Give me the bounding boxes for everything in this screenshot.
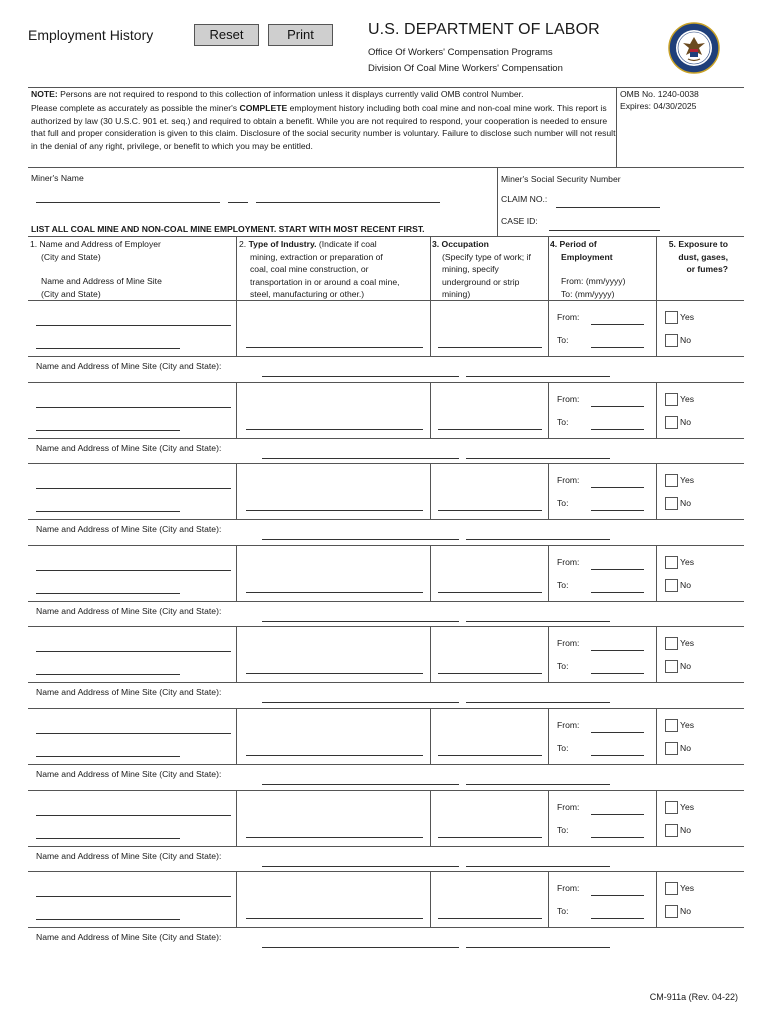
employer-address-field[interactable]	[36, 348, 180, 349]
exposure-yes-label: Yes	[680, 393, 695, 404]
exposure-yes-checkbox[interactable]	[665, 637, 678, 650]
exposure-no-label: No	[680, 661, 691, 672]
mine-site-name-field[interactable]	[262, 947, 459, 948]
column-mine-site-title: Name and Address of Mine Site	[41, 276, 162, 287]
column-divider	[548, 463, 549, 519]
mine-site-address-field[interactable]	[466, 866, 610, 867]
to-label: To:	[557, 824, 569, 835]
column-period-title: 4. Period of	[550, 239, 597, 249]
column-industry-text3: coal, coal mine construction, or	[250, 264, 369, 275]
exposure-yes-checkbox[interactable]	[665, 719, 678, 732]
column-occupation-text4: mining)	[442, 289, 471, 300]
employer-address-field[interactable]	[36, 593, 180, 594]
omb-info	[620, 88, 699, 112]
to-date-field[interactable]	[591, 837, 644, 838]
column-divider	[430, 871, 431, 927]
column-divider	[236, 545, 237, 601]
exposure-yes-checkbox[interactable]	[665, 882, 678, 895]
column-occupation-title: 3. Occupation	[432, 239, 489, 249]
mine-site-address-field[interactable]	[466, 784, 610, 785]
column-divider	[548, 708, 549, 764]
column-period-title2: Employment	[561, 251, 613, 262]
employer-name-field[interactable]	[36, 651, 231, 652]
row-bottom-border	[28, 871, 744, 872]
column-industry	[239, 238, 400, 301]
from-label: From:	[557, 883, 580, 894]
from-date-field[interactable]	[591, 569, 644, 570]
agency-name: U.S. DEPARTMENT OF LABOR	[368, 21, 600, 38]
column-divider	[236, 790, 237, 846]
row-divider	[28, 927, 744, 928]
column-period	[550, 238, 625, 300]
column-divider	[656, 463, 657, 519]
column-divider	[236, 300, 237, 356]
to-date-field[interactable]	[591, 918, 644, 919]
column-divider	[430, 382, 431, 438]
mine-site-address-field[interactable]	[466, 376, 610, 377]
office-name: Office Of Workers' Compensation Programs	[368, 47, 553, 58]
column-divider	[656, 545, 657, 601]
miner-name-label: Miner's Name	[31, 173, 84, 183]
column-industry-text1: (Indicate if coal	[318, 239, 377, 249]
exposure-no-checkbox[interactable]	[665, 416, 678, 429]
employer-address-field[interactable]	[36, 511, 180, 512]
column-divider	[236, 626, 237, 682]
exposure-yes-checkbox[interactable]	[665, 393, 678, 406]
row-bottom-border	[28, 545, 744, 546]
industry-field[interactable]	[246, 755, 423, 756]
column-exposure	[658, 238, 728, 276]
row-divider	[28, 519, 744, 520]
exposure-yes-label: Yes	[680, 475, 695, 486]
row-bottom-border	[28, 626, 744, 627]
employer-name-field[interactable]	[36, 815, 231, 816]
mine-site-address-field[interactable]	[466, 621, 610, 622]
exposure-yes-checkbox[interactable]	[665, 311, 678, 324]
from-date-field[interactable]	[591, 487, 644, 488]
note-text: Persons are not required to respond to this collection of information unless it displays currently valid OMB control Number.	[60, 89, 524, 99]
to-date-field[interactable]	[591, 510, 644, 511]
row-divider	[28, 846, 744, 847]
column-occupation-text3: underground or strip	[442, 276, 520, 287]
column-divider	[656, 382, 657, 438]
notice-body-prefix: Please complete as accurately as possible the miner's	[31, 103, 238, 114]
column-divider	[548, 626, 549, 682]
employer-name-field[interactable]	[36, 488, 231, 489]
column-period-from: From: (mm/yyyy)	[561, 276, 626, 287]
employer-address-field[interactable]	[36, 838, 180, 839]
column-occupation	[432, 238, 531, 301]
row-bottom-border	[28, 463, 744, 464]
exposure-no-checkbox[interactable]	[665, 742, 678, 755]
industry-field[interactable]	[246, 510, 423, 511]
occupation-field[interactable]	[438, 429, 542, 430]
mine-site-label: Name and Address of Mine Site (City and State):	[36, 769, 222, 779]
column-divider	[236, 463, 237, 519]
row-bottom-border	[28, 790, 744, 791]
industry-field[interactable]	[246, 837, 423, 838]
from-date-field[interactable]	[591, 650, 644, 651]
miner-name-last-field[interactable]	[256, 202, 440, 203]
industry-field[interactable]	[246, 673, 423, 674]
row-divider	[28, 601, 744, 602]
claim-number-field[interactable]	[556, 207, 660, 208]
exposure-yes-label: Yes	[680, 312, 695, 322]
exposure-no-checkbox[interactable]	[665, 660, 678, 673]
industry-field[interactable]	[246, 429, 423, 430]
to-date-field[interactable]	[591, 673, 644, 674]
mine-site-address-field[interactable]	[466, 947, 610, 948]
employer-address-field[interactable]	[36, 756, 180, 757]
print-button[interactable]: Print	[268, 24, 333, 46]
exposure-yes-label: Yes	[680, 720, 695, 730]
exposure-no-checkbox[interactable]	[665, 497, 678, 510]
row-bottom-border	[28, 708, 744, 709]
from-date-field[interactable]	[591, 406, 644, 407]
reset-button[interactable]: Reset	[194, 24, 259, 46]
column-divider	[236, 382, 237, 438]
omb-expires: Expires: 04/30/2025	[620, 101, 697, 111]
exposure-no-checkbox[interactable]	[665, 579, 678, 592]
column-industry-text4: transportation in or around a coal mine,	[250, 276, 400, 287]
occupation-field[interactable]	[438, 837, 542, 838]
form-number: CM-911a (Rev. 04-22)	[649, 992, 738, 1002]
column-industry-title: Type of Industry.	[248, 239, 317, 249]
occupation-field[interactable]	[438, 673, 542, 674]
division-name: Division Of Coal Mine Workers' Compensation	[368, 63, 563, 74]
column-employer	[30, 238, 162, 300]
occupation-field[interactable]	[438, 918, 542, 919]
from-label: From:	[557, 801, 580, 812]
mine-site-label: Name and Address of Mine Site (City and State):	[36, 442, 222, 453]
column-period-to: To: (mm/yyyy)	[561, 288, 615, 299]
column-divider	[548, 790, 549, 846]
from-date-field[interactable]	[591, 732, 644, 733]
mine-site-name-field[interactable]	[262, 458, 459, 459]
column-divider	[656, 790, 657, 846]
mine-site-name-field[interactable]	[262, 866, 459, 867]
to-label: To:	[557, 579, 569, 590]
industry-field[interactable]	[246, 347, 423, 348]
to-label: To:	[557, 335, 569, 345]
mine-site-name-field[interactable]	[262, 376, 459, 377]
from-label: From:	[557, 475, 580, 486]
to-label: To:	[557, 416, 569, 427]
from-date-field[interactable]	[591, 895, 644, 896]
miner-name-first-field[interactable]	[36, 202, 220, 203]
column-mine-site-sub: (City and State)	[41, 288, 101, 299]
from-date-field[interactable]	[591, 324, 644, 325]
row-divider	[28, 356, 744, 357]
mine-site-label: Name and Address of Mine Site (City and State):	[36, 687, 222, 698]
exposure-no-label: No	[680, 906, 691, 917]
column-divider	[236, 708, 237, 764]
employer-name-field[interactable]	[36, 896, 231, 897]
exposure-yes-checkbox[interactable]	[665, 556, 678, 569]
mine-site-name-field[interactable]	[262, 621, 459, 622]
column-divider	[430, 545, 431, 601]
mine-site-label: Name and Address of Mine Site (City and State):	[36, 850, 222, 861]
column-divider	[656, 300, 657, 356]
exposure-yes-label: Yes	[680, 556, 695, 567]
mine-site-label: Name and Address of Mine Site (City and State):	[36, 605, 222, 616]
column-divider	[548, 871, 549, 927]
to-label: To:	[557, 906, 569, 917]
to-label: To:	[557, 498, 569, 509]
exposure-no-label: No	[680, 416, 691, 427]
row-bottom-border	[28, 382, 744, 383]
occupation-field[interactable]	[438, 755, 542, 756]
mine-site-label: Name and Address of Mine Site (City and State):	[36, 932, 222, 943]
occupation-field[interactable]	[438, 510, 542, 511]
column-divider	[548, 382, 549, 438]
to-label: To:	[557, 743, 569, 753]
column-divider	[656, 708, 657, 764]
from-label: From:	[557, 720, 580, 730]
exposure-yes-label: Yes	[680, 638, 695, 649]
exposure-no-label: No	[680, 743, 691, 753]
dol-seal-icon	[668, 22, 720, 74]
employer-address-field[interactable]	[36, 430, 180, 431]
exposure-no-checkbox[interactable]	[665, 334, 678, 347]
to-date-field[interactable]	[591, 592, 644, 593]
to-date-field[interactable]	[591, 429, 644, 430]
notice-body-bold: COMPLETE	[239, 103, 288, 114]
column-divider	[430, 626, 431, 682]
form-title: Employment History	[28, 27, 154, 43]
to-label: To:	[557, 661, 569, 672]
column-occupation-text2: mining, specify	[442, 264, 499, 275]
to-date-field[interactable]	[591, 347, 644, 348]
column-employer-title: 1. Name and Address of Employer	[30, 239, 161, 249]
column-occupation-text1: (Specify type of work; if	[442, 251, 531, 262]
column-industry-text2: mining, extraction or preparation of	[250, 251, 383, 262]
from-label: From:	[557, 312, 580, 322]
column-divider	[236, 871, 237, 927]
mine-site-name-field[interactable]	[262, 539, 459, 540]
exposure-no-label: No	[680, 498, 691, 509]
mine-site-address-field[interactable]	[466, 458, 610, 459]
column-divider	[656, 626, 657, 682]
ssn-label: Miner's Social Security Number	[501, 174, 621, 184]
mine-site-address-field[interactable]	[466, 539, 610, 540]
from-date-field[interactable]	[591, 814, 644, 815]
mine-site-label: Name and Address of Mine Site (City and State):	[36, 524, 222, 535]
claim-label: CLAIM NO.:	[501, 194, 548, 204]
case-label: CASE ID:	[501, 216, 538, 226]
exposure-no-label: No	[680, 824, 691, 835]
column-exposure-title3: or fumes?	[686, 264, 728, 275]
column-divider	[548, 545, 549, 601]
exposure-no-label: No	[680, 335, 691, 345]
from-label: From:	[557, 556, 580, 567]
column-exposure-title2: dust, gases,	[678, 251, 728, 262]
row-divider	[28, 438, 744, 439]
row-divider	[28, 682, 744, 683]
exposure-no-label: No	[680, 579, 691, 590]
column-divider	[430, 790, 431, 846]
column-exposure-title: 5. Exposure to	[668, 239, 728, 249]
from-label: From:	[557, 393, 580, 404]
column-divider	[430, 300, 431, 356]
employer-name-field[interactable]	[36, 570, 231, 571]
notice-body: employment history including both coal mine and non-coal mine work. This report is authorized by law (30 U.S.C. 901 et. seq.) and required to obtain a benefit. While you are not required to respond, your cooperation is needed to ensure that full and proper consideration is given to this claim. Disclosure of the social security number is voluntary. Failure to disclose such number will not result in the denial of any right, privilege, or benefit to which you may be entitled.	[31, 103, 616, 151]
mine-site-label: Name and Address of Mine Site (City and State):	[36, 361, 222, 371]
miner-name-initial-field[interactable]	[228, 202, 248, 203]
occupation-field[interactable]	[438, 347, 542, 348]
column-divider	[656, 871, 657, 927]
mine-site-name-field[interactable]	[262, 702, 459, 703]
exposure-yes-checkbox[interactable]	[665, 801, 678, 814]
from-label: From:	[557, 638, 580, 649]
column-divider	[548, 300, 549, 356]
employer-name-field[interactable]	[36, 407, 231, 408]
omb-number: OMB No. 1240-0038	[620, 89, 699, 99]
mine-site-name-field[interactable]	[262, 784, 459, 785]
column-employer-sub: (City and State)	[41, 251, 101, 262]
column-industry-num: 2.	[239, 239, 247, 249]
to-date-field[interactable]	[591, 755, 644, 756]
exposure-yes-checkbox[interactable]	[665, 474, 678, 487]
employer-name-field[interactable]	[36, 733, 231, 734]
mine-site-address-field[interactable]	[466, 702, 610, 703]
row-divider	[28, 764, 744, 765]
exposure-no-checkbox[interactable]	[665, 905, 678, 918]
case-id-field[interactable]	[549, 230, 660, 231]
industry-field[interactable]	[246, 918, 423, 919]
column-divider	[430, 708, 431, 764]
column-divider	[430, 463, 431, 519]
instruction-text: LIST ALL COAL MINE AND NON-COAL MINE EMPLOYMENT. START WITH MOST RECENT FIRST.	[31, 224, 425, 234]
note-label: NOTE:	[31, 89, 58, 99]
industry-field[interactable]	[246, 592, 423, 593]
employer-name-field[interactable]	[36, 325, 231, 326]
exposure-yes-label: Yes	[680, 801, 695, 812]
employer-address-field[interactable]	[36, 919, 180, 920]
exposure-yes-label: Yes	[680, 883, 695, 894]
occupation-field[interactable]	[438, 592, 542, 593]
column-industry-text5: steel, manufacturing or other.)	[250, 289, 365, 300]
notice-text	[31, 88, 616, 154]
employer-address-field[interactable]	[36, 674, 180, 675]
exposure-no-checkbox[interactable]	[665, 824, 678, 837]
